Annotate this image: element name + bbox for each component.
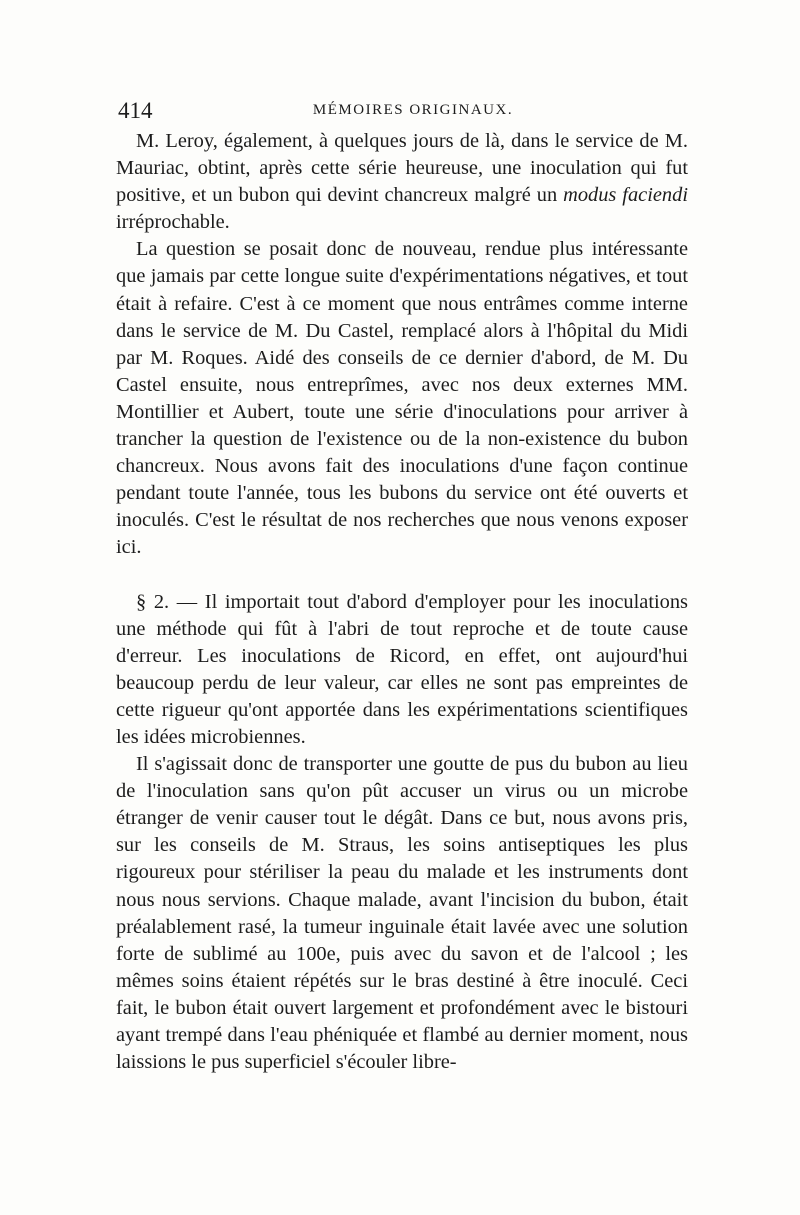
paragraph-2: La question se posait donc de nouveau, rendue plus intéressante que jamais par cette longue suite d'expérimentations négatives, et tout était à refaire. C'est à ce moment que nous entrâmes comme interne dans le service de M. Du Castel, remplacé alors à l'hôpital du Midi par M. Roques. Aidé des conseils de ce dernier d'abord, de M. Du Castel ensuite, nous entreprîmes, avec nos deux externes MM. Montillier et Aubert, toute une série d'inoculations pour arriver à trancher la question de l'existence ou de la non-existence du bubon chancreux. Nous avons fait des inoculations d'une façon continue pendant toute l'année, tous les bubons du service ont été ouverts et inoculés. C'est le résultat de nos recherches que nous venons exposer ici. (116, 238, 688, 559)
paragraph-1-start: M. Leroy, également, à quelques jours de là, dans le service de M. Mauriac, obtint, après cette série heureuse, une inoculation qui fut positive, et un bubon qui devint chancreux malgré un (116, 130, 688, 207)
running-title: MÉMOIRES ORIGINAUX. (312, 102, 514, 118)
running-head (118, 98, 688, 128)
paragraph-4: Il s'agissait donc de transporter une goutte de pus du bubon au lieu de l'inoculation sans qu'on pût accuser un virus ou un microbe étranger de venir causer tout le dégât. Dans ce but, nous avons pris, sur les conseils de M. Straus, les soins antiseptiques les plus rigoureux pour stériliser la peau du malade et les instruments dont nous nous servions. Chaque malade, avant l'incision du bubon, était préalablement rasé, la tumeur inguinale était lavée avec une solution forte de sublimé au 100e, puis avec du savon et de l'alcool ; les mêmes soins étaient répétés sur le bras destiné à être inoculé. Ceci fait, le bubon était ouvert largement et profondément avec le bistouri ayant trempé dans l'eau phéniquée et flambé au dernier moment, nous laissions le pus superficiel s'écouler libre- (116, 753, 688, 1074)
page-number: 414 (118, 98, 153, 123)
section-2-paragraph: § 2. — Il importait tout d'abord d'employer pour les inoculations une méthode qui fût à l'abri de tout reproche et de toute cause d'erreur. Les inoculations de Ricord, en effet, ont aujourd'hui beaucoup perdu de leur valeur, car elles ne sont pas empreintes de cette rigueur qu'ont apportée dans les expérimentations scientifiques les idées microbiennes. (116, 590, 688, 748)
paragraph-1-end: irréprochable. (116, 211, 230, 234)
paragraph-1 (116, 128, 688, 236)
italic-phrase: modus faciendi (563, 184, 688, 207)
body-text (116, 128, 688, 1076)
